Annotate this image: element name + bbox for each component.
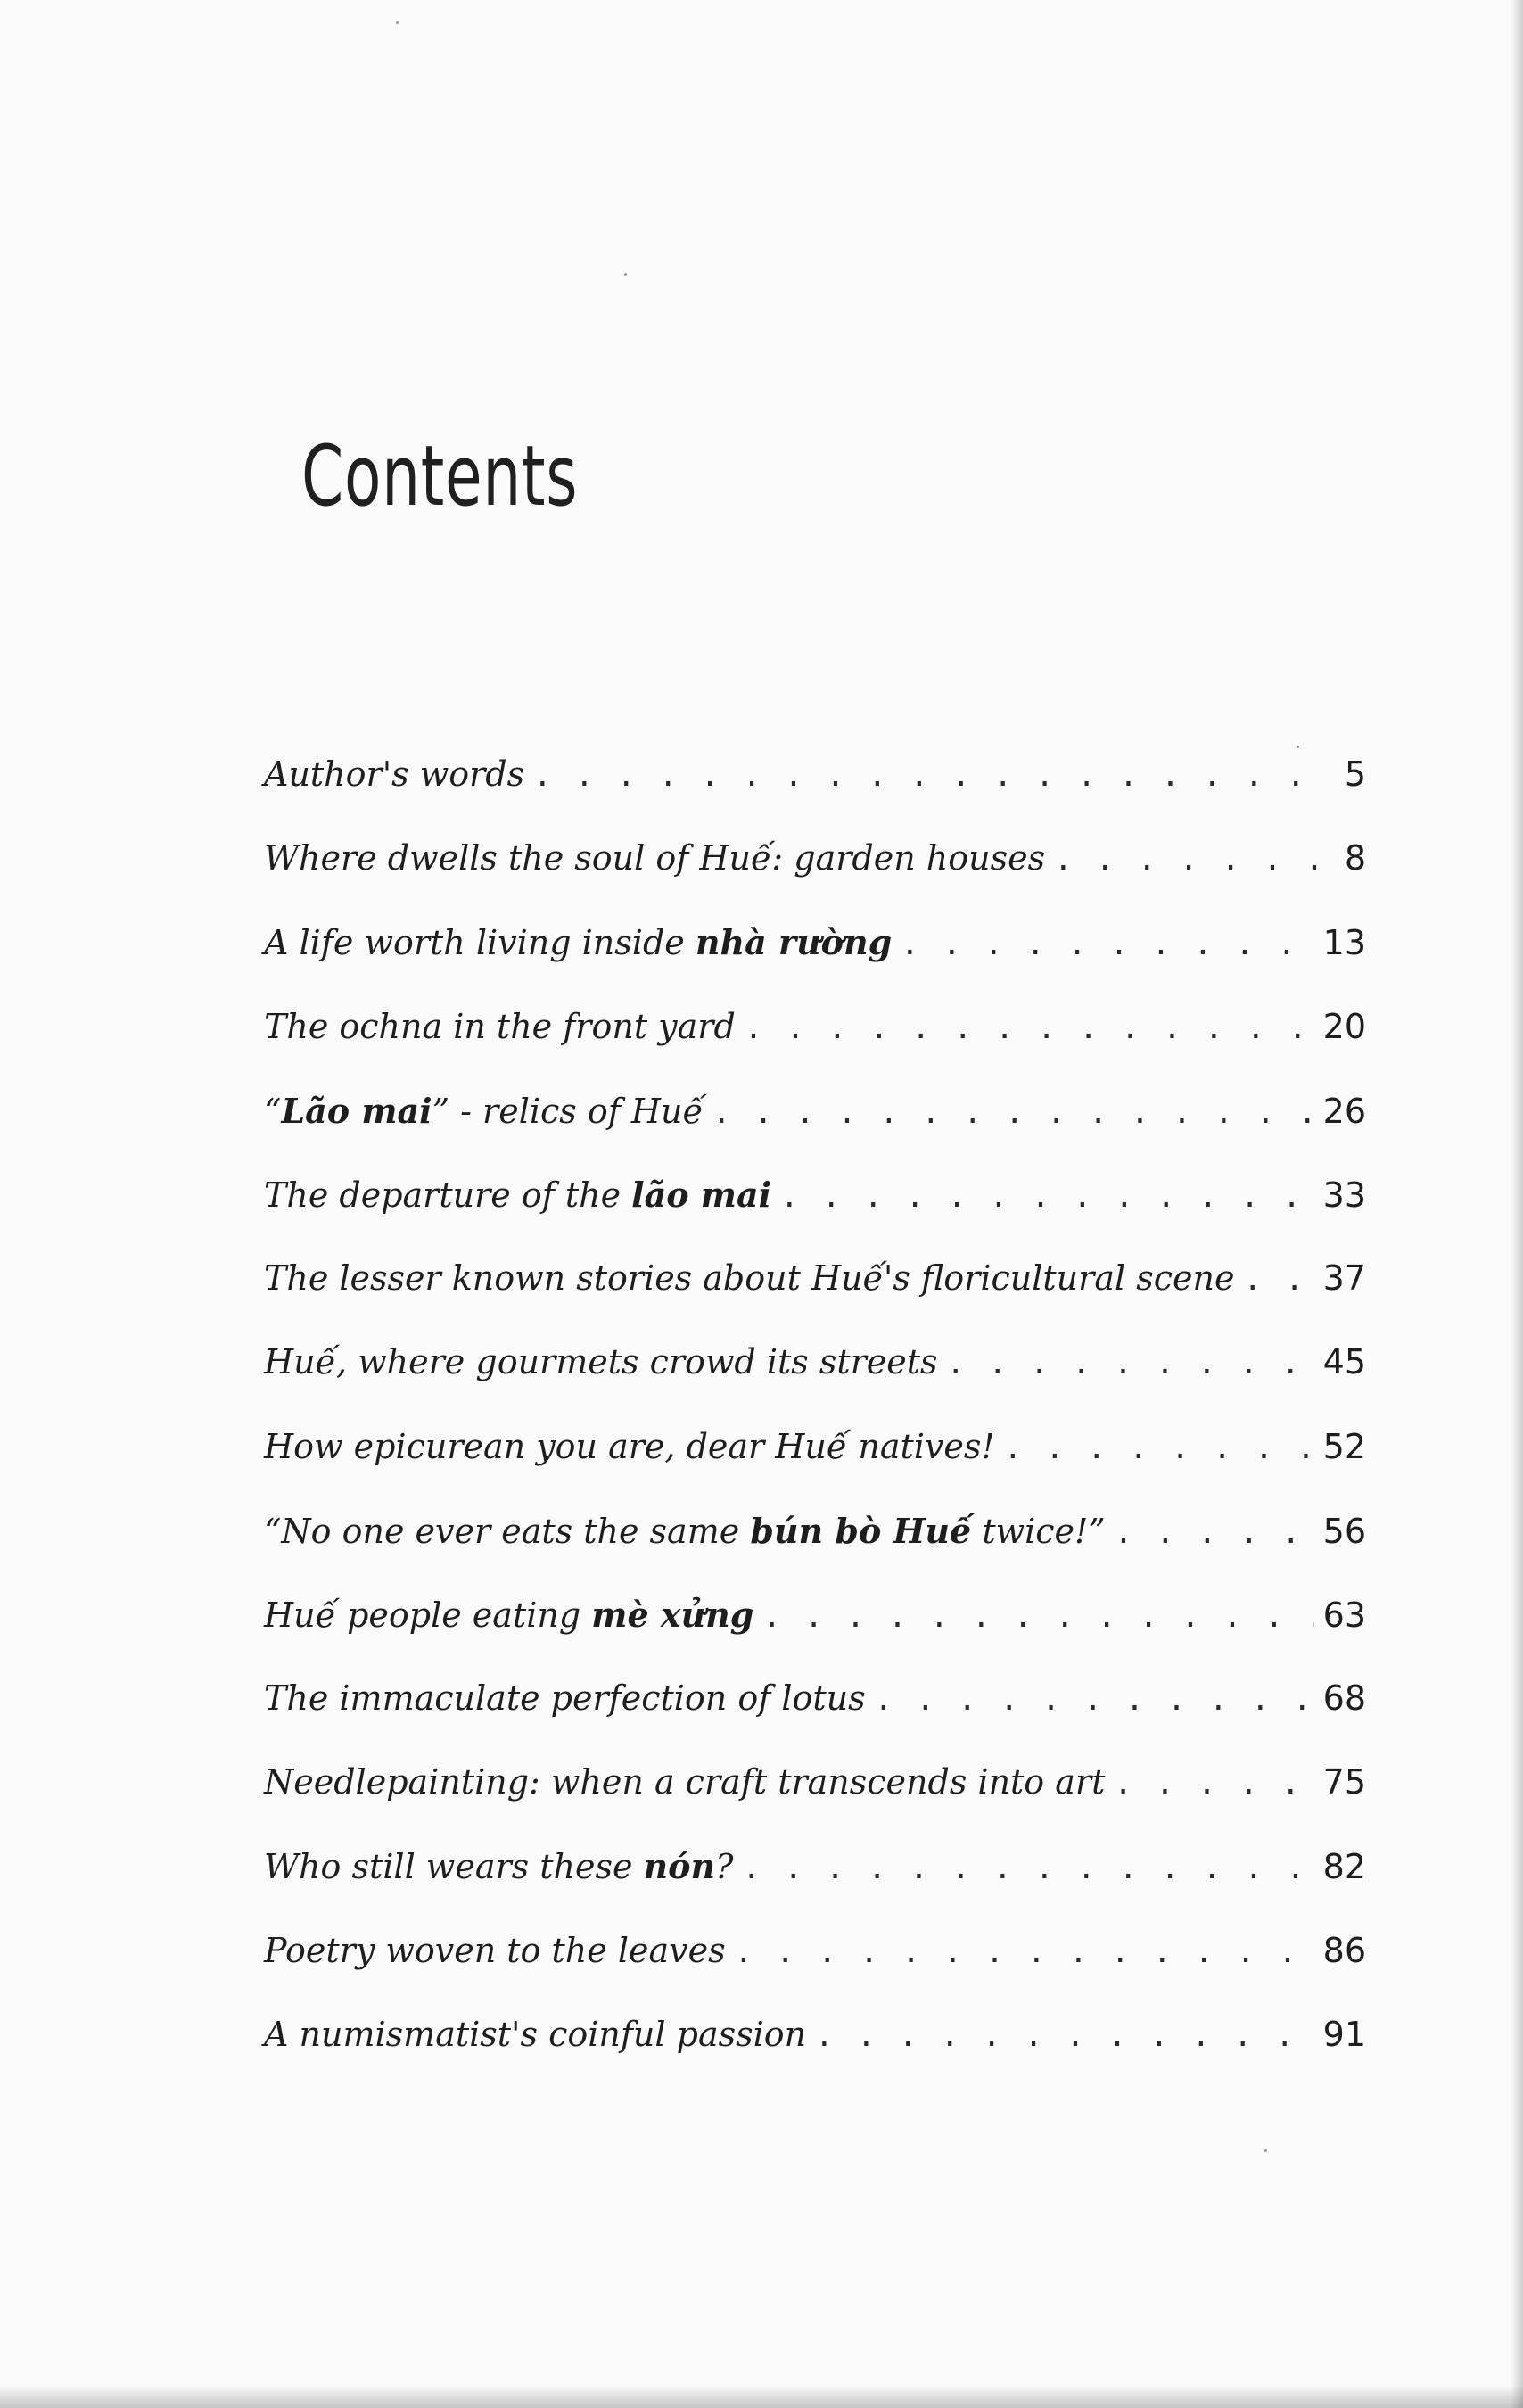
toc-dot-leader — [1114, 1766, 1313, 1802]
toc-entry-title-text: Huế people eating — [264, 1595, 592, 1635]
toc-entry — [264, 1595, 1366, 1678]
toc-dot-leader — [1004, 1431, 1314, 1466]
toc-entry-title-text: A life worth living inside — [264, 923, 696, 963]
toc-entry-title-text: ? — [715, 1847, 734, 1887]
page-edge-shadow — [0, 2385, 1523, 2408]
toc-dot-leader — [875, 1682, 1314, 1718]
toc-entry-title — [264, 1258, 1234, 1298]
toc-entry — [264, 2015, 1366, 2099]
toc-page-number: 45 — [1322, 1342, 1366, 1382]
toc-entry-title — [264, 1007, 736, 1046]
toc-page-number: 63 — [1322, 1595, 1366, 1635]
toc-entry-title-emphasis: bún bò Huế — [750, 1510, 972, 1551]
toc-page-number: 33 — [1322, 1175, 1366, 1215]
toc-dot-leader — [712, 1095, 1314, 1131]
toc-page-number: 13 — [1322, 923, 1366, 963]
toc-dot-leader — [815, 2018, 1314, 2054]
toc-entry-title-text: twice!” — [971, 1511, 1106, 1551]
toc-page-number: 37 — [1322, 1258, 1366, 1299]
toc-entry-title — [264, 1846, 734, 1886]
toc-page-number: 82 — [1322, 1847, 1366, 1887]
toc-dot-leader — [762, 1599, 1313, 1635]
page-edge-shadow — [1511, 0, 1523, 2408]
toc-dot-leader — [947, 1346, 1314, 1381]
toc-entry-title — [264, 1175, 771, 1215]
paper-speck — [1264, 2149, 1267, 2152]
toc-entry-title — [264, 1342, 938, 1381]
toc-entry-title-text: How epicurean you are, dear Huế natives! — [264, 1426, 995, 1466]
toc-entry — [264, 1007, 1366, 1091]
toc-entry-title-text: A numismatist's coinful passion — [264, 2014, 807, 2054]
toc-entry-title-text: Where dwells the soul of Huế: garden houses — [264, 838, 1046, 878]
toc-dot-leader — [780, 1179, 1314, 1215]
toc-page-number: 86 — [1322, 1930, 1366, 1970]
toc-entry-title-emphasis: Lão mai — [281, 1090, 432, 1131]
toc-dot-leader — [1243, 1262, 1313, 1298]
toc-entry-title — [264, 922, 892, 962]
toc-entry-title-emphasis: mè xửng — [591, 1594, 754, 1635]
toc-entry — [264, 922, 1366, 1006]
toc-entry — [264, 1091, 1366, 1175]
toc-dot-leader — [1054, 842, 1336, 878]
page-title: Contents — [301, 428, 579, 525]
toc-entry — [264, 1427, 1366, 1511]
toc-entry-title-emphasis: nhà rường — [695, 922, 893, 963]
toc-page-number: 75 — [1322, 1762, 1366, 1802]
toc-entry-title-text: “ — [264, 1091, 282, 1131]
toc-entry-title — [264, 1091, 704, 1131]
toc-entry-title-text: The lesser known stories about Huế's floricultural scene — [264, 1258, 1235, 1299]
toc-entry-title — [264, 1931, 726, 1970]
toc-entry-title-text: The departure of the — [264, 1175, 632, 1215]
toc-entry-title-text: ” - relics of Huế — [432, 1091, 704, 1131]
toc-entry — [264, 1511, 1366, 1595]
toc-dot-leader — [735, 1934, 1314, 1970]
toc-entry-title — [264, 1511, 1106, 1551]
toc-dot-leader — [1115, 1515, 1314, 1551]
toc-entry-title-text: Poetry woven to the leaves — [264, 1930, 726, 1970]
toc-entry-title — [264, 1762, 1105, 1802]
toc-entry — [264, 1342, 1366, 1426]
toc-entry-title — [264, 838, 1045, 878]
toc-entry — [264, 1175, 1366, 1258]
toc-entry-title-text: The immaculate perfection of lotus — [264, 1678, 866, 1719]
table-of-contents — [264, 755, 1366, 2099]
toc-page-number: 26 — [1322, 1091, 1366, 1131]
toc-entry-title-text: Who still wears these — [264, 1847, 644, 1887]
toc-entry — [264, 1678, 1366, 1762]
toc-page-number: 91 — [1322, 2014, 1366, 2054]
toc-dot-leader — [745, 1010, 1314, 1046]
paper-speck — [396, 21, 399, 24]
toc-entry-title — [264, 1678, 866, 1718]
toc-entry-title — [264, 1427, 995, 1466]
toc-entry — [264, 1258, 1366, 1342]
toc-entry-title-emphasis: lão mai — [631, 1174, 772, 1215]
toc-entry — [264, 1762, 1366, 1846]
toc-page-number: 5 — [1344, 755, 1366, 794]
toc-entry — [264, 755, 1366, 838]
toc-entry-title-text: Needlepainting: when a craft transcends into art — [264, 1762, 1106, 1802]
toc-entry-title-text: The ochna in the front yard — [264, 1006, 736, 1046]
toc-page-number: 68 — [1322, 1678, 1366, 1719]
toc-entry — [264, 838, 1366, 922]
paper-speck — [624, 273, 627, 276]
toc-page-number: 8 — [1344, 838, 1366, 878]
toc-dot-leader — [901, 927, 1313, 962]
toc-entry-title-text: Huế, where gourmets crowd its streets — [264, 1342, 938, 1382]
toc-entry-title — [264, 1595, 753, 1635]
toc-page-number: 52 — [1322, 1426, 1366, 1466]
toc-entry-title-text: “No one ever eats the same — [264, 1511, 751, 1551]
toc-entry-title-text: Author's words — [264, 755, 525, 794]
toc-page-number: 20 — [1322, 1006, 1366, 1046]
toc-entry-title — [264, 755, 524, 794]
toc-dot-leader — [743, 1851, 1314, 1886]
paper-speck — [1297, 746, 1299, 748]
toc-entry — [264, 1931, 1366, 2015]
toc-dot-leader — [533, 758, 1336, 794]
toc-page-number: 56 — [1322, 1511, 1366, 1551]
toc-entry-title-emphasis: nón — [643, 1846, 716, 1887]
toc-entry — [264, 1846, 1366, 1930]
toc-entry-title — [264, 2015, 806, 2054]
